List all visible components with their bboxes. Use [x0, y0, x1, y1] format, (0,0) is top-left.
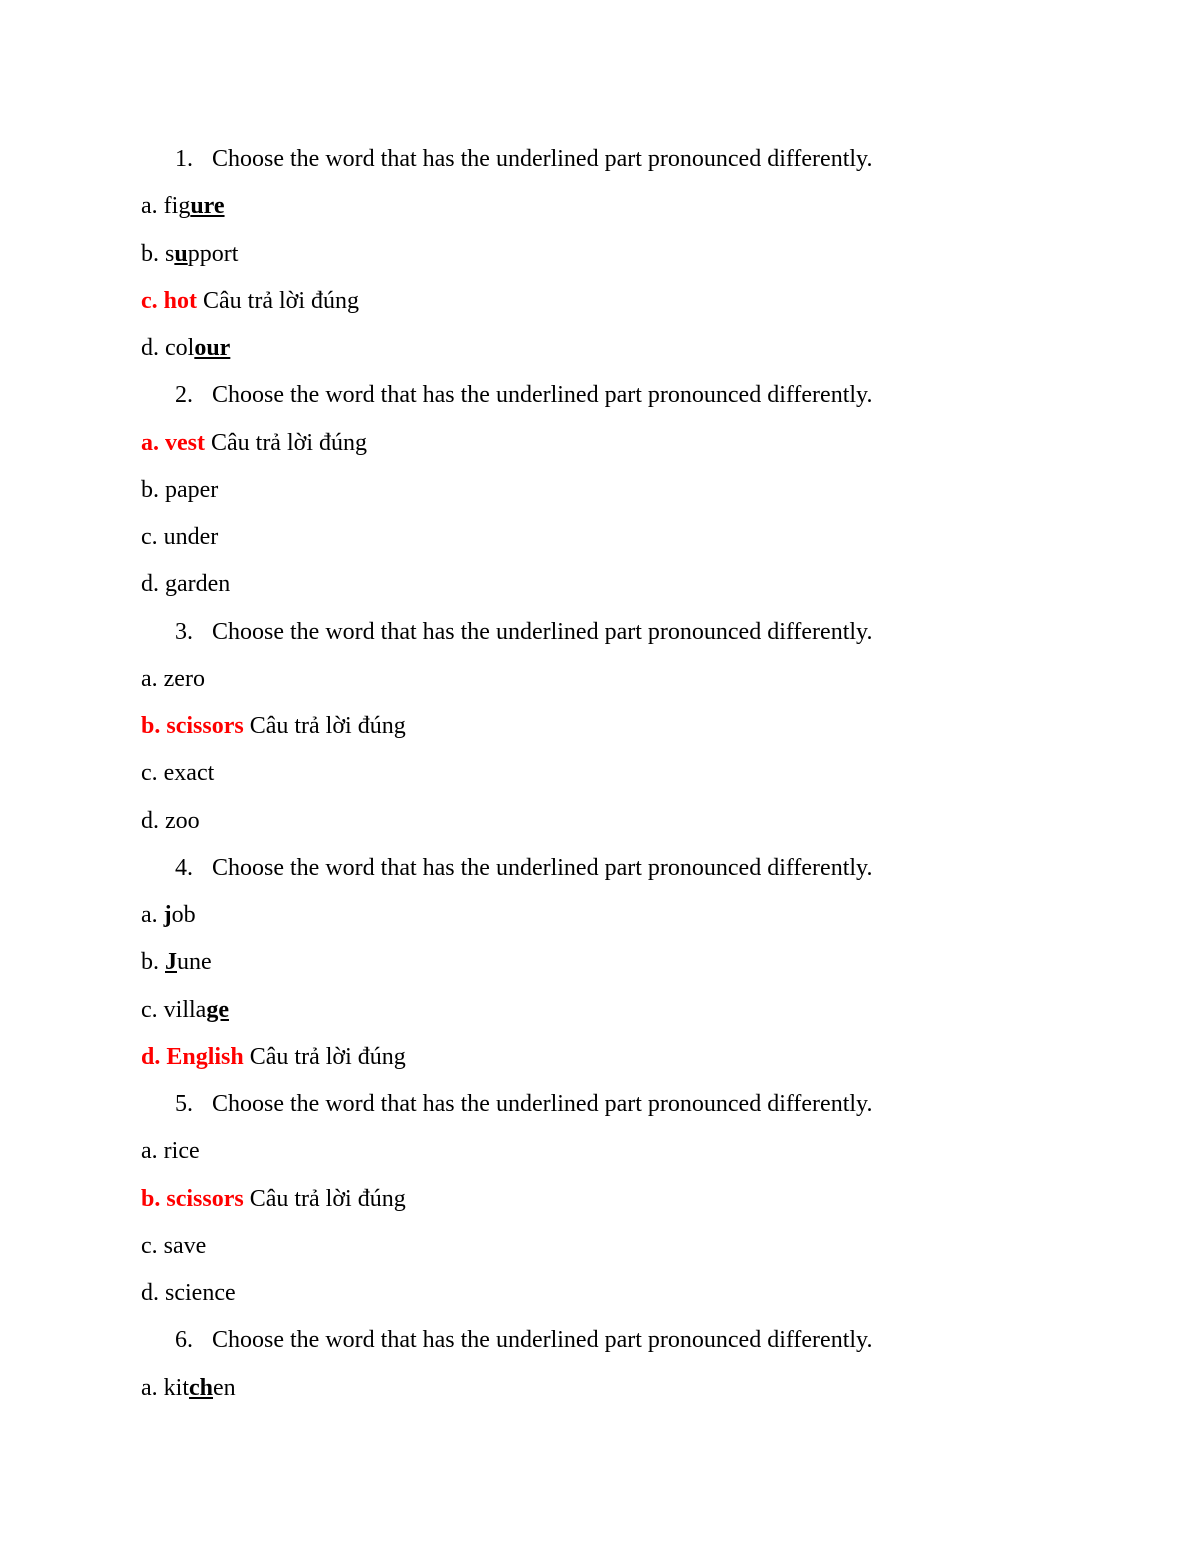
- option-word-text: fig: [163, 193, 191, 220]
- correct-answer-note: Câu trả lời đúng: [210, 429, 367, 456]
- option[interactable]: [0, 1270, 1200, 1317]
- option-word-text: English: [166, 1043, 244, 1070]
- question-number: 5.: [175, 1091, 193, 1117]
- option-letter: c.: [141, 524, 164, 550]
- option-word-text: en: [213, 1374, 236, 1401]
- option-letter: d.: [141, 1280, 165, 1306]
- option-word-text: exact: [163, 760, 215, 787]
- option-answer: [141, 1233, 206, 1259]
- option-answer: [141, 1186, 244, 1212]
- option-answer: [141, 808, 200, 834]
- option-correct[interactable]: [0, 278, 1200, 325]
- option-answer: [141, 430, 205, 456]
- quiz-content: [0, 136, 1200, 1412]
- option-word-text: save: [163, 1232, 207, 1259]
- option-letter: b.: [141, 240, 165, 267]
- option[interactable]: [0, 798, 1200, 845]
- option[interactable]: [0, 514, 1200, 561]
- option-word-text: science: [165, 1280, 236, 1306]
- question-number: 4.: [175, 854, 193, 881]
- option-letter: b.: [141, 713, 167, 739]
- option-correct[interactable]: [0, 1176, 1200, 1223]
- option-answer: [141, 335, 230, 361]
- option-letter: c.: [141, 1232, 164, 1259]
- correct-answer-note: Câu trả lời đúng: [203, 287, 359, 314]
- option[interactable]: [0, 656, 1200, 703]
- option-word-text: vest: [165, 429, 205, 456]
- option-letter: a.: [141, 429, 165, 456]
- underlined-part: j: [163, 902, 172, 928]
- option[interactable]: [0, 1365, 1200, 1412]
- underlined-part: our: [194, 335, 231, 361]
- option-word-text: col: [165, 335, 195, 361]
- option-letter: d.: [141, 335, 165, 361]
- option[interactable]: [0, 467, 1200, 514]
- option-answer: [141, 477, 218, 503]
- option-word-text: under: [163, 524, 219, 550]
- option[interactable]: [0, 183, 1200, 230]
- option-correct[interactable]: [0, 703, 1200, 750]
- option-letter: a.: [141, 1138, 164, 1165]
- option-answer: [141, 288, 197, 314]
- option-word-text: paper: [165, 476, 219, 503]
- option-answer: [141, 571, 230, 597]
- correct-answer-note: Câu trả lời đúng: [249, 1185, 406, 1212]
- question-prompt: Choose the word that has the underlined part pronounced differently.: [212, 1091, 873, 1117]
- question-number: 2.: [175, 382, 193, 409]
- question-2: [0, 372, 1200, 419]
- question-5: [0, 1081, 1200, 1128]
- question-4: [0, 845, 1200, 892]
- question-number: 1.: [175, 146, 193, 172]
- option-answer: [141, 666, 205, 692]
- underlined-part: ch: [189, 1374, 213, 1401]
- option[interactable]: [0, 561, 1200, 608]
- underlined-part: ure: [190, 193, 225, 220]
- underlined-part: ge: [206, 996, 229, 1023]
- option-word-text: zero: [163, 665, 205, 692]
- option-letter: d.: [141, 1043, 167, 1070]
- option-letter: d.: [141, 571, 165, 598]
- option-answer: [141, 760, 214, 786]
- option-letter: b.: [141, 1185, 167, 1212]
- option-answer: [141, 949, 212, 975]
- option-correct[interactable]: [0, 420, 1200, 467]
- option-word-text: hot: [163, 287, 197, 314]
- option-word-text: zoo: [165, 807, 200, 834]
- option-answer: [141, 997, 229, 1023]
- question-1: [0, 136, 1200, 183]
- option[interactable]: [0, 1128, 1200, 1175]
- option-letter: c.: [141, 287, 164, 314]
- question-prompt: Choose the word that has the underlined part pronounced differently.: [212, 382, 873, 409]
- option-word-text: ob: [171, 902, 196, 928]
- option-correct[interactable]: [0, 1034, 1200, 1081]
- option-letter: b.: [141, 949, 165, 976]
- option-word-text: kit: [163, 1374, 189, 1401]
- option-word-text: villa: [163, 996, 207, 1023]
- correct-answer-note: Câu trả lời đúng: [249, 713, 406, 739]
- option-word-text: scissors: [166, 713, 244, 739]
- option[interactable]: [0, 1223, 1200, 1270]
- option-word-text: s: [165, 240, 175, 267]
- question-6: [0, 1317, 1200, 1364]
- option-letter: a.: [141, 902, 164, 928]
- option[interactable]: [0, 939, 1200, 986]
- option-letter: c.: [141, 760, 164, 787]
- option-word-text: scissors: [166, 1185, 244, 1212]
- option-word-text: rice: [163, 1138, 200, 1165]
- option-answer: [141, 902, 196, 928]
- option-letter: d.: [141, 807, 165, 834]
- question-3: [0, 609, 1200, 656]
- option-answer: [141, 524, 218, 550]
- option-answer: [141, 1375, 236, 1401]
- question-prompt: Choose the word that has the underlined part pronounced differently.: [212, 146, 873, 172]
- option[interactable]: [0, 750, 1200, 797]
- option-answer: [141, 1138, 200, 1164]
- option-word-text: une: [177, 949, 212, 976]
- question-prompt: Choose the word that has the underlined part pronounced differently.: [212, 1327, 873, 1354]
- option-letter: a.: [141, 193, 164, 220]
- option-letter: a.: [141, 665, 164, 692]
- option[interactable]: [0, 987, 1200, 1034]
- underlined-part: u: [174, 240, 188, 267]
- option-answer: [141, 241, 238, 267]
- option-letter: a.: [141, 1374, 164, 1401]
- option-word-text: garden: [165, 571, 231, 598]
- option[interactable]: [0, 325, 1200, 372]
- option-answer: [141, 1280, 236, 1306]
- question-prompt: Choose the word that has the underlined part pronounced differently.: [212, 854, 873, 881]
- question-number: 3.: [175, 618, 193, 645]
- underlined-part: J: [165, 949, 177, 976]
- option-letter: b.: [141, 476, 165, 503]
- question-number: 6.: [175, 1327, 193, 1354]
- option[interactable]: [0, 231, 1200, 278]
- option-answer: [141, 1044, 244, 1070]
- option[interactable]: [0, 892, 1200, 939]
- option-answer: [141, 193, 225, 219]
- option-answer: [141, 713, 244, 739]
- question-prompt: Choose the word that has the underlined part pronounced differently.: [212, 618, 873, 645]
- correct-answer-note: Câu trả lời đúng: [249, 1043, 406, 1070]
- option-word-text: pport: [187, 240, 239, 267]
- option-letter: c.: [141, 996, 164, 1023]
